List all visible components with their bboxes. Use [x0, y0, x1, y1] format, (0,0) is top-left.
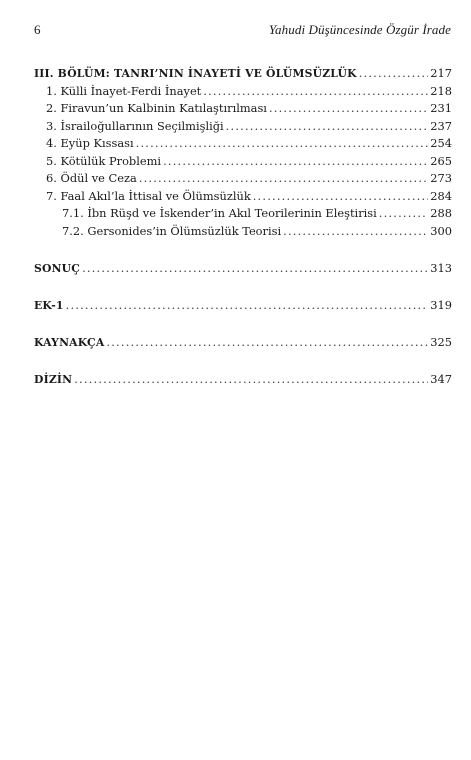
- toc-entry-title: 4. Eyüp Kıssası: [46, 136, 134, 150]
- toc-chapter-entry[interactable]: [34, 171, 452, 189]
- toc-entry-page: 347: [430, 371, 452, 386]
- dot-leader: [139, 171, 428, 185]
- toc-entry-title: 2. Firavun’un Kalbinin Katılaştırılması: [46, 101, 267, 115]
- dot-leader: [359, 66, 428, 80]
- toc-part-entry[interactable]: [34, 66, 452, 84]
- toc-subsection-entry[interactable]: [34, 206, 452, 224]
- toc-backmatter-entry[interactable]: [34, 261, 452, 279]
- toc-entry-page: 319: [430, 297, 452, 312]
- dot-leader: [163, 154, 428, 168]
- page-header: [34, 22, 451, 40]
- spacer: [34, 352, 452, 372]
- spacer: [34, 241, 452, 261]
- dot-leader: [226, 119, 428, 133]
- dot-leader: [106, 335, 428, 349]
- dot-leader: [269, 101, 428, 115]
- dot-leader: [379, 206, 428, 220]
- toc-entry-title: KAYNAKÇA: [34, 335, 105, 349]
- toc-backmatter-entry[interactable]: [34, 298, 452, 316]
- toc-entry-page: 231: [430, 101, 452, 115]
- toc-backmatter-entry[interactable]: [34, 335, 452, 353]
- toc-entry-title: 1. Külli İnayet-Ferdi İnayet: [46, 83, 202, 98]
- toc-entry-title: EK-1: [34, 298, 64, 312]
- toc-entry-page: 217: [430, 66, 452, 80]
- dot-leader: [82, 261, 428, 275]
- dot-leader: [283, 224, 428, 238]
- dot-leader: [74, 372, 428, 386]
- toc-entry-title: 3. İsrailoğullarının Seçilmişliği: [46, 118, 224, 133]
- toc-entry-title: 7.1. İbn Rüşd ve İskender’in Akıl Teorilerinin Eleştirisi: [62, 206, 377, 220]
- toc-entry-page: 284: [430, 188, 452, 203]
- toc-chapter-entry[interactable]: [34, 119, 452, 137]
- toc-chapter-entry[interactable]: [34, 189, 452, 207]
- toc-entry-page: 288: [430, 206, 452, 220]
- dot-leader: [136, 136, 428, 150]
- toc-entry-page: 300: [430, 223, 452, 238]
- toc-entry-title: III. BÖLÜM: TANRI’NIN İNAYETİ VE ÖLÜMSÜZLÜK: [34, 67, 357, 80]
- toc-entry-title: DİZİN: [34, 372, 73, 386]
- toc-chapter-entry[interactable]: [34, 136, 452, 154]
- toc-entry-page: 273: [430, 171, 452, 185]
- toc-entry-page: 265: [430, 153, 452, 168]
- dot-leader: [203, 84, 428, 98]
- toc-entry-title: SONUÇ: [34, 261, 81, 275]
- toc-backmatter-entry[interactable]: [34, 372, 452, 390]
- running-title: Yahudi Düşüncesinde Özgür İrade: [268, 22, 451, 37]
- toc-chapter-entry[interactable]: [34, 154, 452, 172]
- toc-subsection-entry[interactable]: [34, 224, 452, 242]
- toc-entry-title: 5. Kötülük Problemi: [46, 153, 162, 168]
- toc-chapter-entry[interactable]: [34, 101, 452, 119]
- page-number: 6: [34, 22, 41, 37]
- toc-entry-title: 6. Ödül ve Ceza: [46, 171, 137, 185]
- toc-entry-title: 7.2. Gersonides’in Ölümsüzlük Teorisi: [62, 223, 282, 238]
- dot-leader: [66, 298, 428, 312]
- toc-entry-page: 218: [430, 83, 452, 98]
- dot-leader: [253, 189, 428, 203]
- toc-entry-page: 237: [430, 118, 452, 133]
- table-of-contents: [34, 66, 452, 389]
- toc-entry-page: 313: [430, 260, 452, 275]
- toc-chapter-entry[interactable]: [34, 84, 452, 102]
- toc-entry-page: 254: [430, 136, 452, 150]
- spacer: [34, 315, 452, 335]
- toc-entry-title: 7. Faal Akıl’la İttisal ve Ölümsüzlük: [46, 188, 251, 203]
- spacer: [34, 278, 452, 298]
- toc-entry-page: 325: [430, 334, 452, 349]
